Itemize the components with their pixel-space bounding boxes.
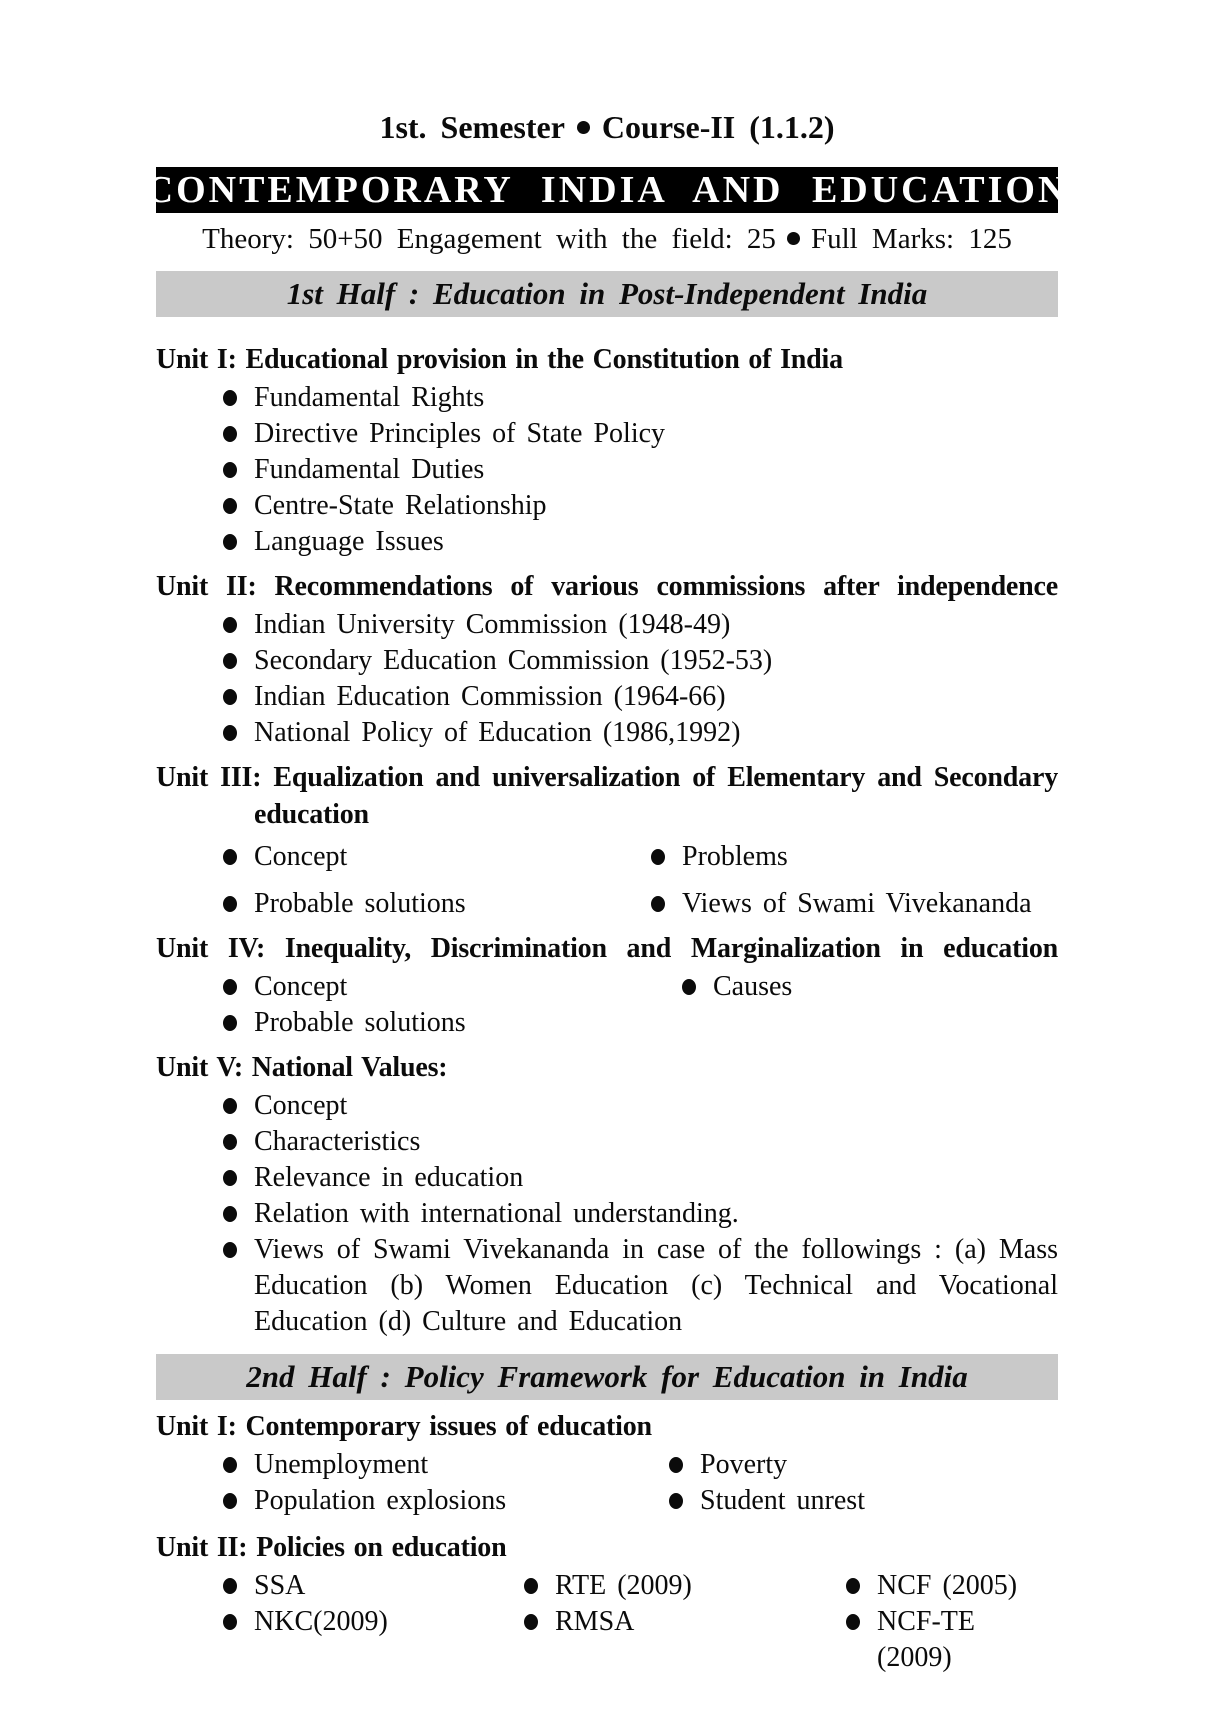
- page-content: [145, 0, 1069, 1676]
- unit-heading: Unit II: Recommendations of various commissions after independence: [156, 571, 1058, 602]
- list-item-text: Views of Swami Vivekananda: [682, 888, 1032, 919]
- list-item: [223, 1005, 682, 1041]
- list-item: [846, 1568, 1058, 1604]
- list-item-text: Unemployment: [254, 1449, 429, 1480]
- separator-dot-icon: [787, 232, 800, 245]
- unit-1-2: [156, 568, 1058, 751]
- list-item: [223, 1604, 524, 1676]
- list-item: [223, 1232, 1058, 1340]
- list-item: [223, 1568, 524, 1604]
- bullet-icon: [223, 725, 237, 741]
- unit-heading: Unit I: Educational provision in the Constitution of India: [156, 344, 843, 375]
- bullet-icon: [223, 426, 237, 442]
- list-row: [223, 886, 1058, 922]
- bullet-icon: [651, 849, 665, 865]
- list-item-text: Concept: [254, 971, 348, 1002]
- list-row: [223, 1447, 1058, 1483]
- course-title-text: CONTEMPORARY INDIA AND EDUCATION: [145, 169, 1069, 211]
- list-item-text: Views of Swami Vivekananda in case of the followings : (a) Mass Education (b) Women Education (c) Technical and Vocational Education (d) Culture and Education: [254, 1234, 1058, 1337]
- list-item-text: Concept: [254, 841, 348, 872]
- list-item: [669, 1483, 1058, 1519]
- page-title: [156, 104, 1058, 150]
- list-item-text: NCF (2005): [877, 1570, 1018, 1601]
- list-item: [651, 886, 1058, 922]
- bullet-icon: [223, 1457, 237, 1473]
- list-row: [223, 839, 1058, 875]
- bullet-icon: [223, 1493, 237, 1509]
- list-item: [682, 969, 1058, 1005]
- bullet-icon: [223, 1206, 237, 1222]
- list-item-text: Probable solutions: [254, 1007, 466, 1038]
- bullet-icon: [846, 1614, 860, 1630]
- list-item: [223, 452, 1058, 488]
- two-column-list: [156, 839, 1058, 922]
- marks-line: [156, 221, 1058, 257]
- half-banner-2: [156, 1354, 1058, 1400]
- list-item-text: Relation with international understanding.: [254, 1198, 739, 1229]
- list-item-text: Student unrest: [700, 1485, 865, 1516]
- course-title-banner: [145, 167, 1069, 213]
- list-item-text: Indian University Commission (1948-49): [254, 609, 731, 640]
- list-item: [223, 679, 1058, 715]
- list-item-text: Directive Principles of State Policy: [254, 418, 666, 449]
- list-item-text: Problems: [682, 841, 788, 872]
- unit-1-3: [156, 759, 1058, 922]
- list-item-text: Characteristics: [254, 1126, 421, 1157]
- bullet-icon: [223, 1015, 237, 1031]
- unit-2-2: [156, 1529, 1058, 1676]
- list-item: [223, 380, 1058, 416]
- list-item-text: Concept: [254, 1090, 348, 1121]
- bullet-icon: [682, 979, 696, 995]
- unit-2-1: [156, 1408, 1058, 1519]
- bullet-icon: [223, 390, 237, 406]
- bullet-icon: [223, 462, 237, 478]
- list-item-text: Fundamental Rights: [254, 382, 485, 413]
- list-row: [223, 1005, 1058, 1041]
- marks-total-text: Full Marks: 125: [810, 223, 1012, 255]
- three-column-list: [156, 1568, 1058, 1676]
- list-item: [223, 1124, 1058, 1160]
- bullet-icon: [223, 1134, 237, 1150]
- half-banner-2-text: 2nd Half : Policy Framework for Education in India: [246, 1359, 968, 1394]
- list-item: [223, 886, 651, 922]
- unit-heading: Unit V: National Values:: [156, 1052, 448, 1083]
- list-item-text: Indian Education Commission (1964-66): [254, 681, 726, 712]
- bullet-icon: [223, 979, 237, 995]
- bullet-icon: [223, 653, 237, 669]
- list-item: [223, 524, 1058, 560]
- list-item: [223, 1483, 669, 1519]
- list-item-text: Centre-State Relationship: [254, 490, 547, 521]
- two-column-list: [156, 969, 1058, 1041]
- list-item-text: NKC(2009): [254, 1606, 388, 1637]
- list-item-text: Language Issues: [254, 526, 444, 557]
- list-item-text: Causes: [713, 971, 793, 1002]
- list-item-text: Probable solutions: [254, 888, 466, 919]
- list-item: [223, 1088, 1058, 1124]
- list-item-text: National Policy of Education (1986,1992): [254, 717, 741, 748]
- bullet-list: [156, 607, 1058, 751]
- list-row: [223, 969, 1058, 1005]
- bullet-icon: [669, 1457, 683, 1473]
- separator-dot-icon: [577, 121, 590, 134]
- list-item: [651, 839, 1058, 875]
- half-banner-1-text: 1st Half : Education in Post-Independent India: [286, 276, 928, 311]
- list-item-text: Poverty: [700, 1449, 788, 1480]
- semester-label: 1st. Semester: [379, 109, 565, 145]
- list-item-text: Secondary Education Commission (1952-53): [254, 645, 773, 676]
- unit-1-1: [156, 341, 1058, 560]
- unit-1-4: [156, 930, 1058, 1041]
- bullet-icon: [223, 1578, 237, 1594]
- two-column-list: [156, 1447, 1058, 1519]
- list-item: [223, 1447, 669, 1483]
- unit-1-5: [156, 1049, 1058, 1340]
- list-row: [223, 1568, 1058, 1604]
- list-item: [223, 715, 1058, 751]
- unit-heading: Unit II: Policies on education: [156, 1532, 507, 1563]
- list-item: [846, 1604, 1058, 1676]
- list-item-text: RMSA: [555, 1606, 635, 1637]
- unit-heading: Unit III: Equalization and universalization of Elementary and Secondary education: [156, 762, 1058, 830]
- bullet-icon: [223, 534, 237, 550]
- list-item-text: Relevance in education: [254, 1162, 524, 1193]
- list-item: [524, 1604, 846, 1676]
- bullet-icon: [223, 1614, 237, 1630]
- bullet-icon: [669, 1493, 683, 1509]
- unit-heading: Unit I: Contemporary issues of education: [156, 1411, 652, 1442]
- list-item-text: RTE (2009): [555, 1570, 692, 1601]
- bullet-icon: [223, 689, 237, 705]
- bullet-icon: [223, 1242, 237, 1258]
- list-row: [223, 1483, 1058, 1519]
- list-item-text: Population explosions: [254, 1485, 507, 1516]
- list-item: [223, 643, 1058, 679]
- bullet-icon: [223, 1098, 237, 1114]
- bullet-list: [156, 1088, 1058, 1340]
- bullet-icon: [651, 896, 665, 912]
- list-item: [669, 1447, 1058, 1483]
- list-item-text: SSA: [254, 1570, 306, 1601]
- bullet-list: [156, 380, 1058, 560]
- list-item: [223, 607, 1058, 643]
- list-item: [223, 969, 682, 1005]
- list-item: [223, 416, 1058, 452]
- bullet-icon: [223, 1170, 237, 1186]
- list-item: [223, 488, 1058, 524]
- list-item-text: Fundamental Duties: [254, 454, 485, 485]
- course-label: Course-II (1.1.2): [601, 109, 835, 145]
- unit-heading: Unit IV: Inequality, Discrimination and Marginalization in education: [156, 933, 1058, 964]
- bullet-icon: [223, 617, 237, 633]
- list-item: [223, 839, 651, 875]
- bullet-icon: [223, 498, 237, 514]
- bullet-icon: [524, 1578, 538, 1594]
- list-item: [524, 1568, 846, 1604]
- bullet-icon: [223, 849, 237, 865]
- half-banner-1: [156, 271, 1058, 317]
- list-row: [223, 1604, 1058, 1676]
- marks-theory-text: Theory: 50+50 Engagement with the field: 25: [202, 223, 776, 255]
- list-item-text: NCF-TE (2009): [877, 1606, 975, 1673]
- bullet-icon: [223, 896, 237, 912]
- bullet-icon: [846, 1578, 860, 1594]
- list-item: [223, 1160, 1058, 1196]
- bullet-icon: [524, 1614, 538, 1630]
- list-item: [223, 1196, 1058, 1232]
